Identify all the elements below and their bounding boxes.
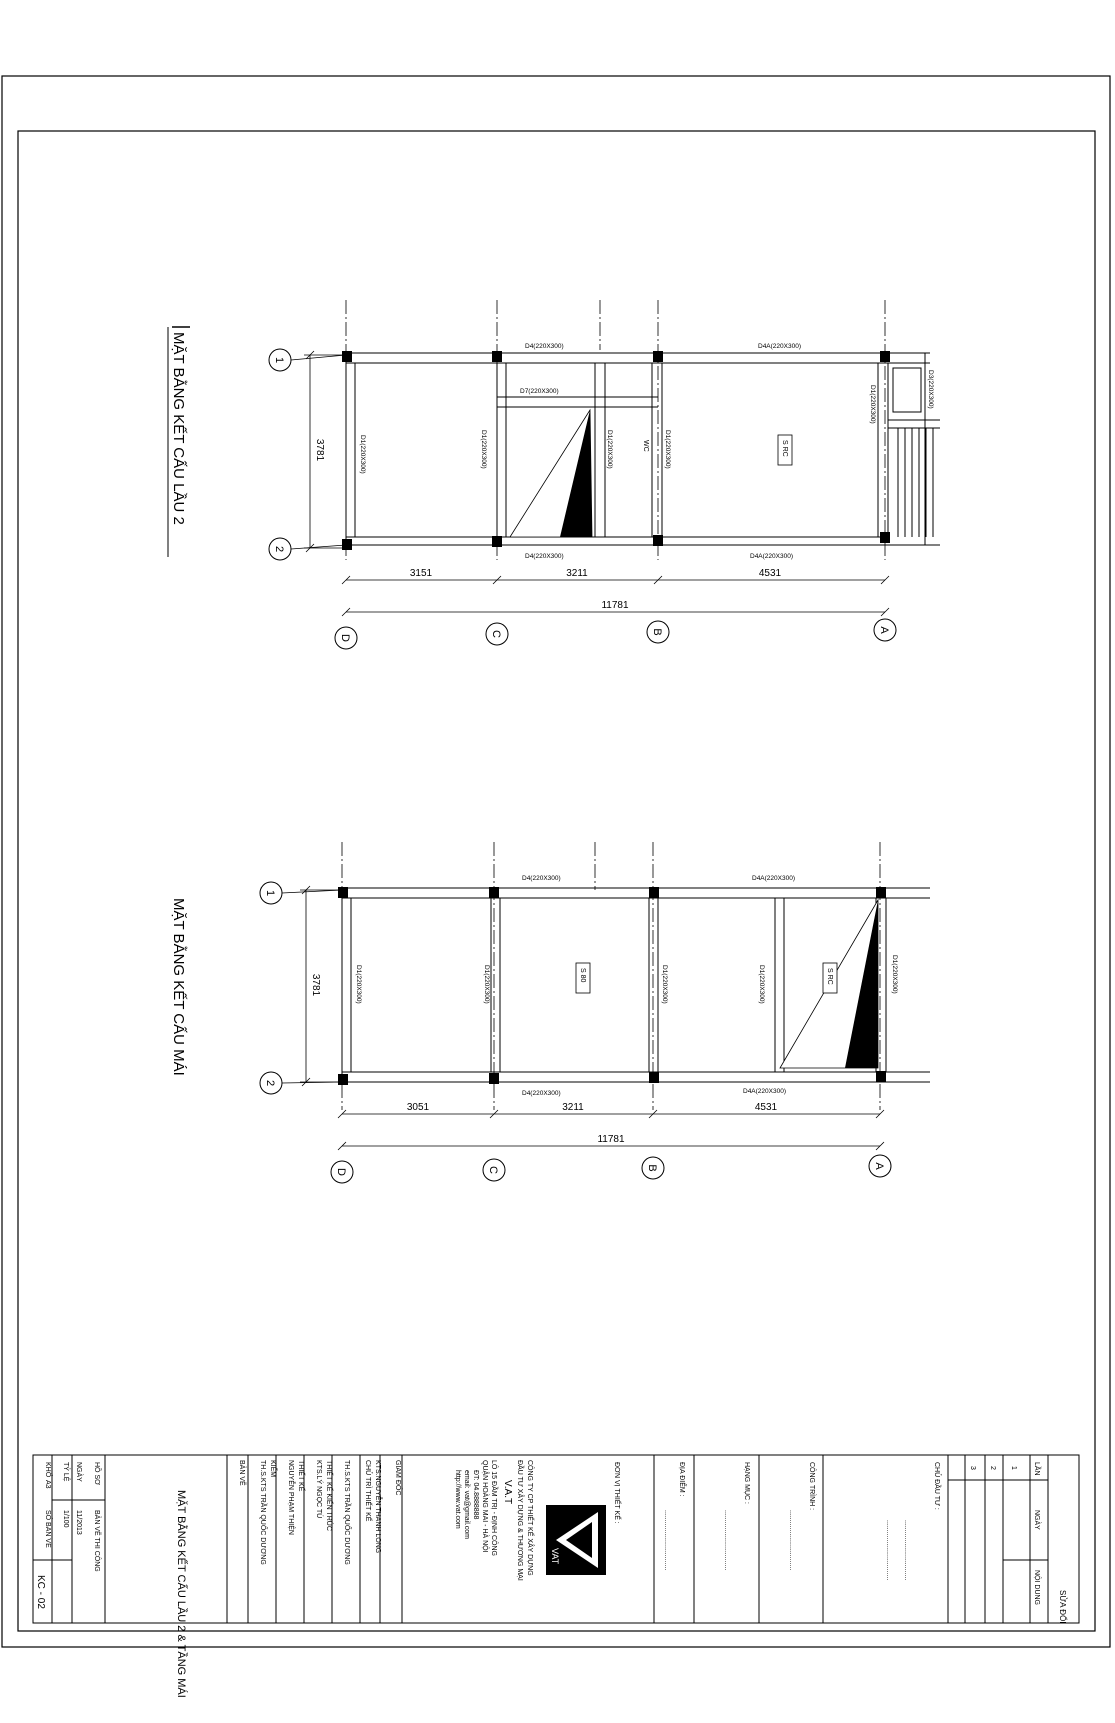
drawing-text: 3 [969,1466,976,1470]
axis-row-2 [260,1072,342,1094]
drawing-text: ĐẦU TƯ XÂY DỰNG & THƯƠNG MẠI [516,1460,523,1581]
company-logo [546,1505,606,1575]
beam-label: D4A(220X300) [743,1088,786,1095]
beam-label: D4A(220X300) [752,875,795,882]
drawing-text: ............................... [788,1510,795,1571]
drawing-text: TH.S.KTS TRẦN QUỐC DƯƠNG [259,1460,266,1565]
dimension-text: 3051 [406,1102,430,1113]
drawing-text: ĐT: 04.8888888 [472,1470,479,1520]
drawing-text: CÔNG TY CP THIẾT KẾ XÂY DỰNG [526,1460,533,1576]
drawing-text: A3 [44,1480,51,1489]
slab-tag: S RC [826,968,833,985]
slab-tag: S RC [781,440,788,457]
drawing-text: 2 [264,1079,276,1087]
beam-label: D4A(220X300) [758,343,801,350]
drawing-text: CHỦ TRÌ THIẾT KẾ [364,1460,371,1522]
dimension-text: 3211 [566,568,588,579]
beam-label: D1(220X300) [483,965,490,1004]
beam-label: D1(220X300) [869,385,876,424]
beam-label: D1(220X300) [664,430,671,469]
drawing-text: KTS.NGUYỄN THANH LONG [374,1460,381,1554]
dimension-text: 11781 [597,1134,625,1145]
beam-label: D4(220X300) [525,343,564,350]
drawing-text: MẶT BẰNG KẾT CẤU LẦU 2 & TẦNG MÁI [175,1490,187,1698]
dimension-text: 4531 [758,568,782,579]
dimension-text: 3151 [409,568,433,579]
plan-title: MẶT BẰNG KẾT CẤU LẦU 2 [170,332,187,525]
sheet-title [175,1490,188,1698]
drawing-text: ............................... [903,1520,910,1581]
beam-label: D1(220X300) [891,955,898,994]
beam-label: D7(220X300) [520,388,559,395]
drawing-text: TH.S.KTS TRẦN QUỐC DƯƠNG [343,1460,350,1565]
axis-col-bubbles [335,619,896,649]
slab-tag: S 80 [579,968,586,983]
drawing-text: HỒ SƠ [93,1462,100,1486]
drawing-text: THIẾT KẾ [297,1460,304,1492]
drawing-text: 1 [273,356,285,364]
room-label: WC [642,440,649,452]
beam-label: D1(220X300) [480,430,487,469]
drawing-text: GIÁM ĐỐC [394,1460,401,1496]
drawing-text: email: vat@gmail.com [463,1470,470,1539]
drawing-text: ............................... [723,1510,730,1571]
drawing-text: BẢN VẼ THI CÔNG [93,1510,100,1572]
drawing-text: ............................... [885,1520,892,1581]
drawing-text: 2 [989,1466,996,1470]
drawing-text: CHỦ ĐẦU TƯ : [933,1462,940,1510]
dimension-text: 11781 [601,600,629,611]
drawing-text: CÔNG TRÌNH : [808,1462,815,1511]
axis-col-bubbles [331,1155,891,1183]
beam-label: D1(220X300) [661,965,668,1004]
drawing-text: 1/100 [62,1510,69,1528]
drawing-text: 11/2013 [75,1510,82,1535]
drawing-text: B [651,628,663,636]
beam-label: D1(220X300) [606,430,613,469]
drawing-text: C [487,1166,499,1174]
axis-row-1 [260,882,342,904]
beam-label: D1(220X300) [359,435,366,474]
drawing-text: ĐƠN VỊ THIẾT KẾ : [613,1462,620,1524]
sheet-info [35,1462,103,1609]
drawing-text: NGÀY [75,1462,82,1482]
drawing-text: SỐ BẢN VẼ [44,1510,51,1548]
beam-label: D1(220X300) [758,965,765,1004]
drawing-text: KIỂM [269,1460,276,1478]
drawing-text: ............................... [663,1510,670,1571]
drawing-text: A [878,626,890,634]
drawing-text: KTS.LÝ NGỌC TÚ [315,1460,322,1519]
dimension-text: 4531 [754,1102,778,1113]
drawing-text: KHỔ [44,1462,51,1478]
plan-mai [170,842,930,1183]
company-info [454,1460,536,1581]
axis-row-1 [269,349,346,371]
drawing-text: 1 [1010,1466,1017,1470]
dimension-text: 3211 [562,1102,584,1113]
drawing-text: D [339,634,351,642]
drawing-text: SỬA ĐỔI [1058,1590,1067,1624]
drawing-text: B [646,1164,658,1172]
beam-label: D4(220X300) [525,553,564,560]
drawing-text: VAT [550,1548,560,1565]
title-block-text [613,1462,1067,1624]
drawing-text: ĐỊA ĐIỂM : [678,1462,685,1497]
beam-label: D4(220X300) [522,875,561,882]
drawing-text: NỘI DUNG [1033,1570,1040,1605]
personnel [238,1460,404,1565]
outer-border [2,76,1110,1647]
drawing-text: LẦN [1033,1462,1040,1476]
drawing-text: http://www.vat.com [454,1470,461,1529]
dimension-text: 3781 [310,973,321,997]
drawing-text: HẠNG MỤC : [743,1462,750,1504]
drawing-text: C [490,630,502,638]
beam-label: D4(220X300) [522,1090,561,1097]
beam-label: D3(220X300) [927,370,934,409]
drawing-text: BẢN VẼ [238,1460,245,1486]
dimension-text: 3781 [314,438,325,462]
drawing-text: D [335,1168,347,1176]
drawing-text: TỶ LỆ [62,1462,69,1482]
drawing-text: A [873,1162,885,1170]
drawing-text: V.A.T [502,1480,513,1505]
drawing-text: QUẬN HOÀNG MAI - HÀ NỘI [481,1460,488,1553]
drawing-text: KC - 02 [35,1575,46,1609]
beam-label: D1(220X300) [355,965,362,1004]
axis-row-2 [269,538,346,560]
drawing-text: 1 [264,889,276,897]
plan-title: MẶT BẰNG KẾT CẤU MÁI [170,898,187,1076]
drawing-text: NGUYỄN PHẠM THIỆN [287,1460,294,1535]
plan-lau-2 [168,300,940,649]
drawing-text: LÔ 15 ĐẦM TRỊ - ĐỊNH CÔNG [490,1460,497,1556]
drawing-text: 2 [273,545,285,553]
beam-label: D4A(220X300) [750,553,793,560]
drawing-text: NGÀY [1033,1510,1040,1530]
drawing-text: THIẾT KẾ KIẾN TRÚC [325,1460,332,1531]
